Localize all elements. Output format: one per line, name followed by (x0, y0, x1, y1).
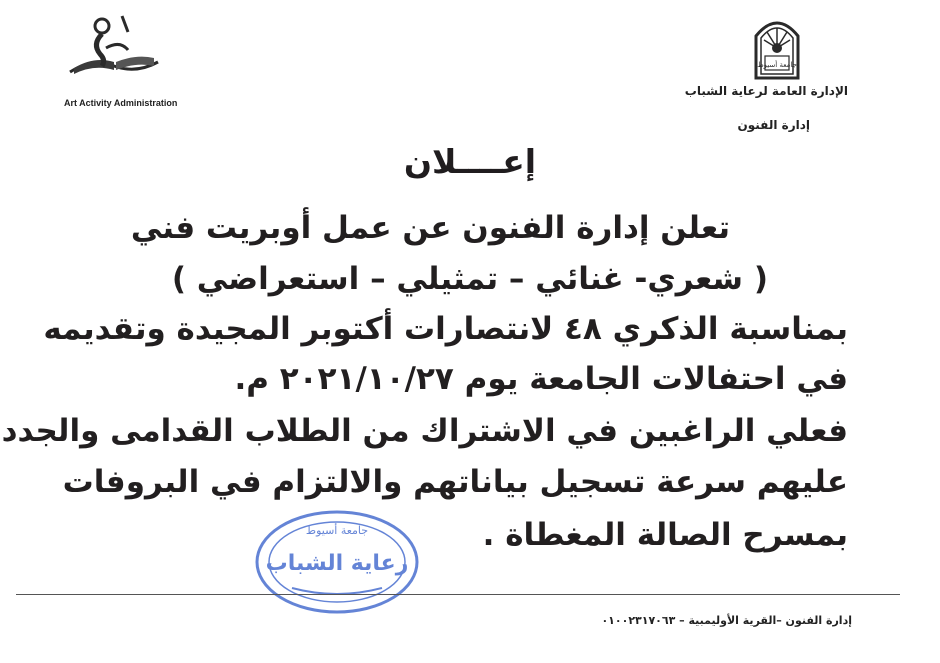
art-activity-caption: Art Activity Administration (64, 98, 178, 108)
footer-contact: إدارة الفنون –القرية الأوليمبية – ٠١٠٠٢٣١٧٠٦٣ (601, 614, 852, 627)
stamp-top-text: جامعة أسيوط (305, 524, 369, 537)
announcement-line: بمسرح الصالة المغطاة . (482, 517, 848, 553)
official-stamp-icon (252, 508, 422, 616)
announcement-line: تعلن إدارة الفنون عن عمل أوبريت فني (130, 210, 730, 246)
announcement-title: إعــــلان (403, 142, 537, 181)
announcement-line: بمناسبة الذكري ٤٨ لانتصارات أكتوبر المجيدة وتقديمه (43, 311, 848, 347)
department-name: إدارة الفنون (737, 118, 810, 132)
footer-divider (16, 594, 900, 595)
stamp-middle-text: رعاية الشباب (265, 551, 409, 576)
organization-name: الإدارة العامة لرعاية الشباب (684, 84, 848, 98)
assiut-university-emblem-icon (752, 14, 802, 80)
art-activity-logo-icon (62, 14, 162, 80)
announcement-line: فعلي الراغبين في الاشتراك من الطلاب القدامى والجدد (1, 413, 848, 449)
emblem-label: جامعة أسيوط (757, 61, 797, 69)
announcement-line: ( شعري- غنائي – تمثيلي – استعراضي ) (171, 261, 768, 297)
announcement-line: عليهم سرعة تسجيل بياناتهم والالتزام في البروفات (62, 464, 848, 500)
announcement-line: في احتفالات الجامعة يوم ٢٠٢١/١٠/٢٧ م. (234, 361, 848, 397)
